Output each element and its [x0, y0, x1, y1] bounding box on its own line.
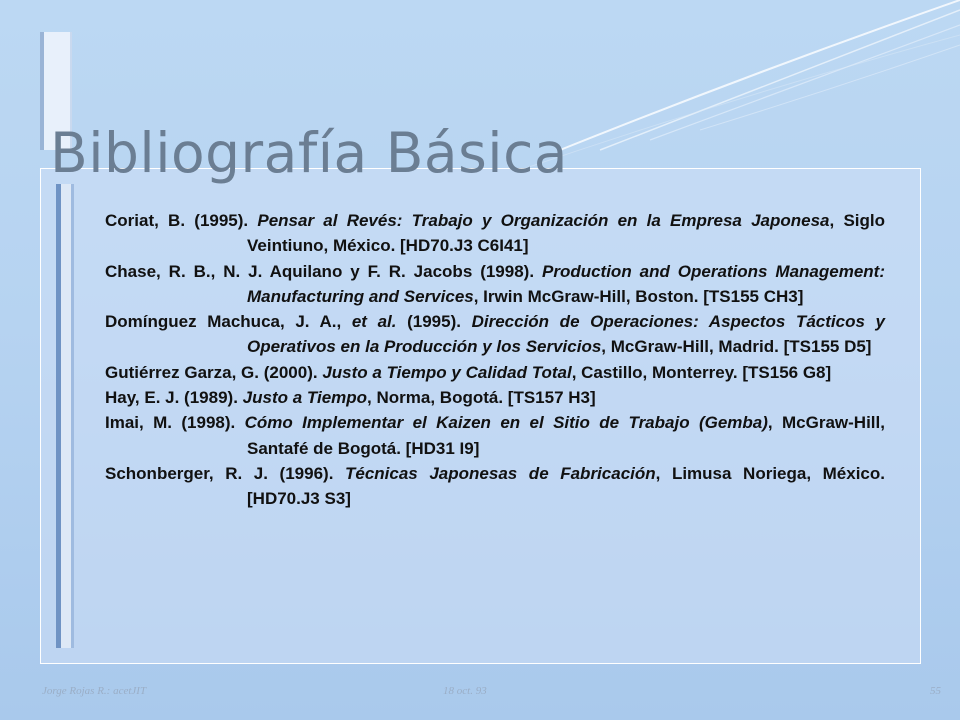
reference-item — [105, 309, 885, 360]
slide-title: Bibliografía Básica — [50, 121, 569, 185]
ref-title: Cómo Implementar el Kaizen en el Sitio de Trabajo (Gemba) — [244, 413, 768, 433]
ref-title: Justo a Tiempo y Calidad Total — [322, 362, 572, 382]
ref-text: Domínguez Machuca, J. A., — [105, 312, 352, 332]
ref-text: Gutiérrez Garza, G. (2000). — [105, 362, 323, 382]
reference-item — [105, 385, 885, 410]
footer-date: 18 oct. 93 — [443, 685, 487, 697]
ref-text: (1995). — [396, 312, 472, 332]
ref-text: Imai, M. (1998). — [105, 413, 245, 433]
footer-author: Jorge Rojas R.: acetJIT — [42, 685, 147, 697]
decorative-bar-bottom — [56, 184, 74, 648]
ref-title: Pensar al Revés: Trabajo y Organización en la Empresa Japonesa — [257, 211, 830, 230]
footer-page-number: 55 — [930, 685, 941, 697]
ref-text: , McGraw-Hill, Santafé de Bogotá. [HD31 I9] — [247, 413, 885, 458]
ref-text: , Irwin McGraw-Hill, Boston. [TS155 CH3] — [473, 286, 804, 306]
ref-title: Production and Operations Management: Manufacturing and Services — [247, 261, 885, 306]
ref-text: Schonberger, R. J. (1996). — [105, 463, 345, 483]
ref-text: , Castillo, Monterrey. [TS156 G8] — [571, 362, 832, 382]
ref-text: , McGraw-Hill, Madrid. [TS155 D5] — [601, 337, 872, 357]
ref-title: Justo a Tiempo — [242, 388, 368, 408]
ref-title: Técnicas Japonesas de Fabricación — [345, 463, 656, 483]
ref-text: , Norma, Bogotá. [TS157 H3] — [367, 388, 596, 408]
ref-text: , Siglo Veintiuno, México. [HD70.J3 C6I41] — [247, 211, 886, 256]
reference-item — [105, 410, 885, 461]
ref-title: et al. — [351, 312, 397, 332]
ref-title: Dirección de Operaciones: Aspectos Tácticos y Operativos en la Producción y los Servicios — [247, 312, 885, 357]
reference-list — [105, 208, 885, 512]
reference-item — [105, 360, 885, 385]
reference-item — [105, 461, 885, 512]
ref-text: , Limusa Noriega, México. [HD70.J3 S3] — [247, 463, 885, 509]
reference-item — [105, 208, 885, 259]
ref-text: Chase, R. B., N. J. Aquilano y F. R. Jacobs (1998). — [105, 261, 542, 281]
ref-text: Coriat, B. (1995). — [105, 211, 258, 230]
reference-item — [105, 259, 885, 310]
ref-text: Hay, E. J. (1989). — [105, 388, 243, 408]
